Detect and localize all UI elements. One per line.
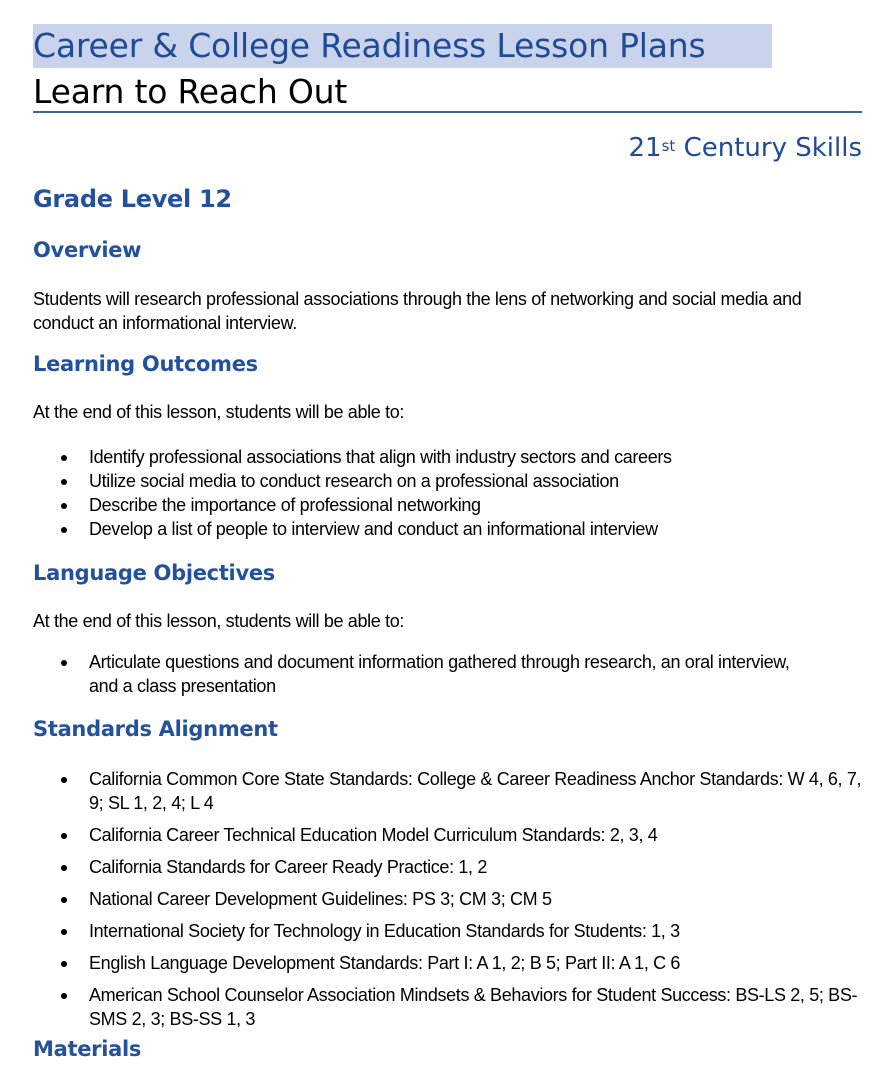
- category-suffix: st: [661, 137, 676, 155]
- language-objectives-heading: Language Objectives: [33, 561, 275, 585]
- list-item: American School Counselor Association Mindsets & Behaviors for Student Success: BS-LS 2, 5; BS-SMS 2, 3; BS-SS 1, 3: [33, 983, 863, 1031]
- learning-outcomes-heading: Learning Outcomes: [33, 352, 258, 376]
- list-item: Identify professional associations that align with industry sectors and careers: [33, 445, 863, 469]
- document-subtitle: Learn to Reach Out: [33, 72, 348, 111]
- category-number: 21: [628, 133, 662, 163]
- list-item: California Common Core State Standards: College & Career Readiness Anchor Standards: W 4, 6, 7, 9; SL 1, 2, 4; L 4: [33, 767, 863, 815]
- list-item: California Career Technical Education Model Curriculum Standards: 2, 3, 4: [33, 823, 863, 847]
- list-item: English Language Development Standards: Part I: A 1, 2; B 5; Part II: A 1, C 6: [33, 951, 863, 975]
- learning-outcomes-list: [33, 445, 863, 541]
- document-title: Career & College Readiness Lesson Plans: [33, 26, 706, 65]
- standards-list: [33, 767, 863, 1039]
- list-item: California Standards for Career Ready Practice: 1, 2: [33, 855, 863, 879]
- list-item: International Society for Technology in Education Standards for Students: 1, 3: [33, 919, 863, 943]
- list-item: Describe the importance of professional networking: [33, 493, 863, 517]
- skill-category: [629, 130, 862, 166]
- language-objectives-intro: At the end of this lesson, students will be able to:: [33, 611, 405, 631]
- grade-level-heading: Grade Level 12: [33, 185, 232, 213]
- language-objectives-list: [33, 650, 793, 698]
- overview-text: Students will research professional associations through the lens of networking and social media and conduct an informational interview.: [33, 289, 802, 333]
- category-text: Century Skills: [675, 133, 862, 163]
- list-item: Articulate questions and document information gathered through research, an oral interview, and a class presentation: [33, 650, 793, 698]
- header-divider: [33, 111, 862, 113]
- learning-outcomes-intro: At the end of this lesson, students will be able to:: [33, 402, 405, 422]
- list-item: National Career Development Guidelines: PS 3; CM 3; CM 5: [33, 887, 863, 911]
- overview-heading: Overview: [33, 238, 142, 262]
- list-item: Develop a list of people to interview and conduct an informational interview: [33, 517, 863, 541]
- materials-heading: Materials: [33, 1037, 142, 1061]
- standards-alignment-heading: Standards Alignment: [33, 717, 278, 741]
- list-item: Utilize social media to conduct research on a professional association: [33, 469, 863, 493]
